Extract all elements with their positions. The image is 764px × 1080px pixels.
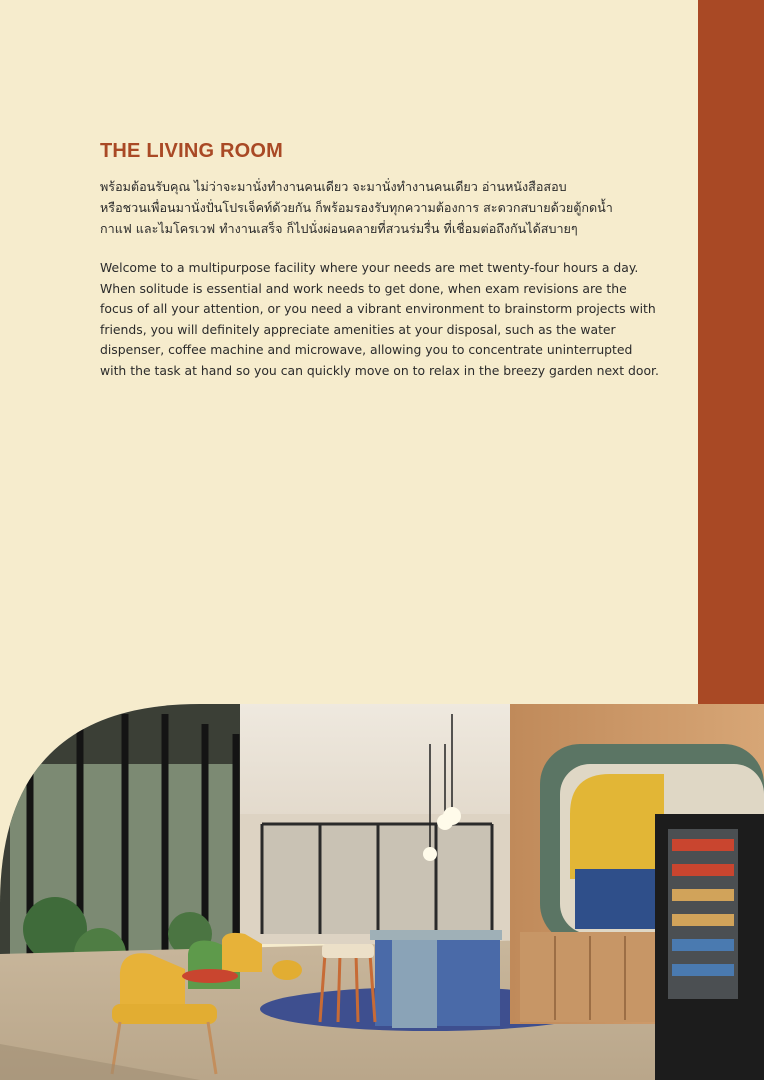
- accent-side-bar: [698, 0, 764, 704]
- section-title: THE LIVING ROOM: [100, 140, 283, 162]
- thai-paragraph: [100, 176, 660, 239]
- thai-line: พร้อมต้อนรับคุณ ไม่ว่าจะมานั่งทำงานคนเดียว จะมานั่งทำงานคนเดียว อ่านหนังสือสอบ: [100, 179, 567, 194]
- thai-line: หรือชวนเพื่อนมานั่งปั่นโปรเจ็คท์ด้วยกัน ก็พร้อมรองรับทุกความต้องการ สะดวกสบายด้วยตู้กดน้ำ: [100, 200, 613, 215]
- thai-line: กาแฟ และไมโครเวฟ ทำงานเสร็จ ก็ไปนั่งผ่อนคลายที่สวนร่มรื่น ที่เชื่อมต่อถึงกันได้สบายๆ: [100, 221, 578, 236]
- living-room-photo: [0, 704, 764, 1080]
- english-paragraph: Welcome to a multipurpose facility where your needs are met twenty-four hours a day. When solitude is essential and work needs to get done, when exam revisions are the focus of all your attention, or you need a vibrant environment to brainstorm projects with friends, you will definitely appreciate amenities at your disposal, such as the water dispenser, coffee machine and microwave, allowing you to concentrate uninterrupted with the task at hand so you can quickly move on to relax in the breezy garden next door.: [100, 260, 659, 378]
- living-room-illustration: [0, 704, 764, 1080]
